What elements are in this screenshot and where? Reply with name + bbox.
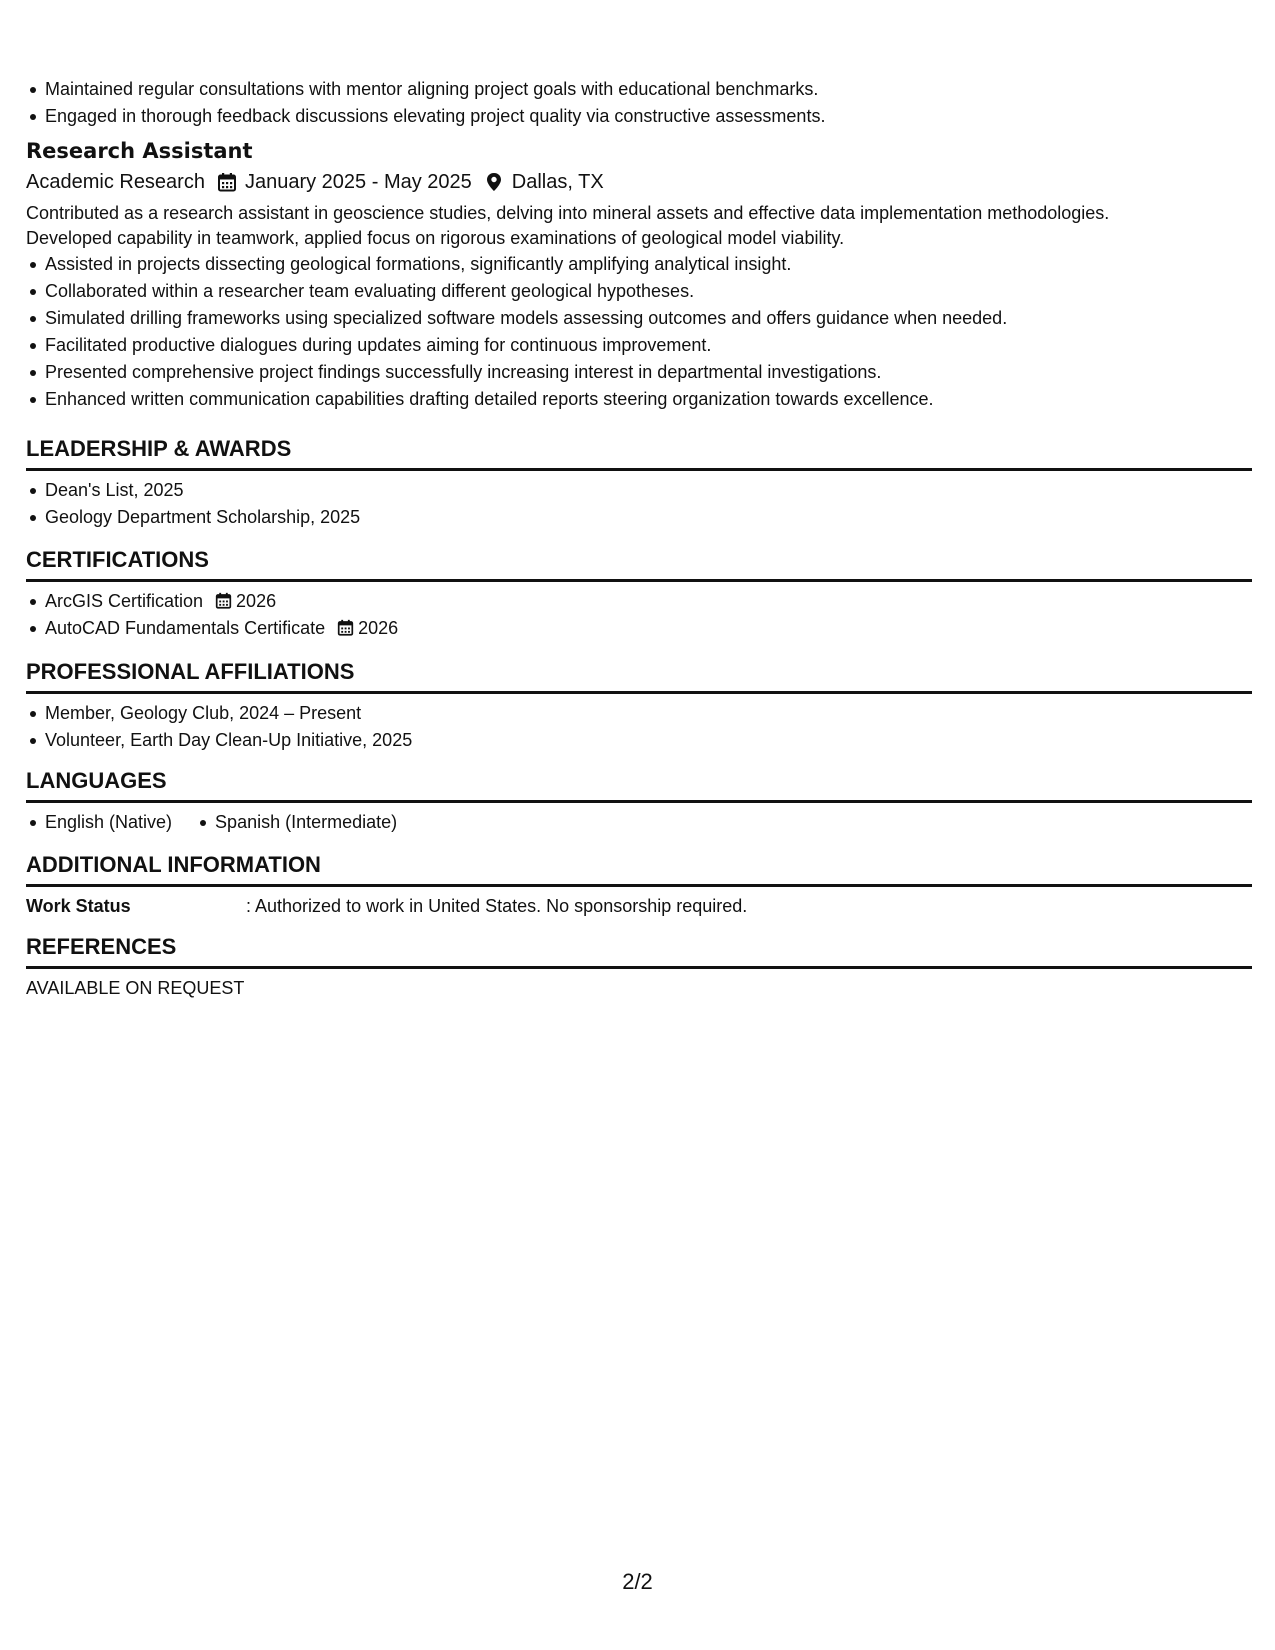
info-row bbox=[26, 893, 1252, 920]
list-item: Volunteer, Earth Day Clean-Up Initiative, 2025 bbox=[26, 727, 1252, 754]
section-languages bbox=[26, 766, 1252, 836]
section-certifications bbox=[26, 545, 1252, 642]
job-location: Dallas, TX bbox=[511, 171, 604, 193]
section-additional-info bbox=[26, 850, 1252, 920]
map-pin-icon bbox=[484, 172, 504, 192]
prior-job-bullets bbox=[26, 76, 825, 130]
certification-year: 2026 bbox=[236, 591, 277, 611]
certification-name: AutoCAD Fundamentals Certificate bbox=[45, 618, 326, 638]
experience-entry bbox=[26, 137, 1252, 413]
job-organization: Academic Research bbox=[26, 171, 205, 193]
languages-list bbox=[26, 809, 1252, 836]
section-heading: REFERENCES bbox=[26, 932, 1252, 969]
section-heading: CERTIFICATIONS bbox=[26, 545, 1252, 582]
calendar-icon bbox=[337, 619, 354, 636]
list-item: Member, Geology Club, 2024 – Present bbox=[26, 700, 1252, 727]
info-label: Work Status bbox=[26, 896, 131, 916]
list-item: Geology Department Scholarship, 2025 bbox=[26, 504, 1252, 531]
list-item: Maintained regular consultations with mentor aligning project goals with educational benchmarks. bbox=[26, 76, 825, 103]
page-number: 2/2 bbox=[622, 1569, 653, 1594]
certification-item bbox=[26, 588, 1252, 615]
job-dates: January 2025 - May 2025 bbox=[244, 171, 472, 193]
affiliations-list bbox=[26, 700, 1252, 754]
job-title: Research Assistant bbox=[26, 139, 253, 163]
list-item: English (Native) bbox=[26, 809, 172, 836]
job-meta bbox=[26, 167, 1252, 197]
section-leadership bbox=[26, 434, 1252, 531]
list-item: Dean's List, 2025 bbox=[26, 477, 1252, 504]
list-item: Presented comprehensive project findings successfully increasing interest in departmental investigations. bbox=[26, 359, 1252, 386]
list-item: Assisted in projects dissecting geological formations, significantly amplifying analytical insight. bbox=[26, 251, 1252, 278]
info-value: : Authorized to work in United States. No sponsorship required. bbox=[246, 896, 748, 916]
certification-year: 2026 bbox=[358, 618, 399, 638]
section-references bbox=[26, 932, 1252, 1002]
leadership-list bbox=[26, 477, 1252, 531]
list-item: Spanish (Intermediate) bbox=[196, 809, 397, 836]
list-item: Facilitated productive dialogues during updates aiming for continuous improvement. bbox=[26, 332, 1252, 359]
job-bullets bbox=[26, 251, 1252, 413]
list-item: Enhanced written communication capabilities drafting detailed reports steering organization towards excellence. bbox=[26, 386, 1252, 413]
certification-item bbox=[26, 615, 1252, 642]
section-heading: LEADERSHIP & AWARDS bbox=[26, 434, 1252, 471]
list-item: Simulated drilling frameworks using specialized software models assessing outcomes and offers guidance when needed. bbox=[26, 305, 1252, 332]
section-heading: LANGUAGES bbox=[26, 766, 1252, 803]
list-item: Engaged in thorough feedback discussions elevating project quality via constructive assessments. bbox=[26, 103, 825, 130]
certification-name: ArcGIS Certification bbox=[45, 591, 204, 611]
list-item: Collaborated within a researcher team evaluating different geological hypotheses. bbox=[26, 278, 1252, 305]
references-text: AVAILABLE ON REQUEST bbox=[26, 978, 245, 998]
section-heading: ADDITIONAL INFORMATION bbox=[26, 850, 1252, 887]
section-heading: PROFESSIONAL AFFILIATIONS bbox=[26, 657, 1252, 694]
job-description: Contributed as a research assistant in geoscience studies, delving into mineral assets and effective data implementation methodologies. Developed capability in teamwork, applied focus on rigorous examinations of geological model viability. bbox=[26, 203, 1110, 248]
calendar-icon bbox=[217, 172, 237, 192]
calendar-icon bbox=[215, 592, 232, 609]
section-affiliations bbox=[26, 657, 1252, 754]
certifications-list bbox=[26, 588, 1252, 642]
